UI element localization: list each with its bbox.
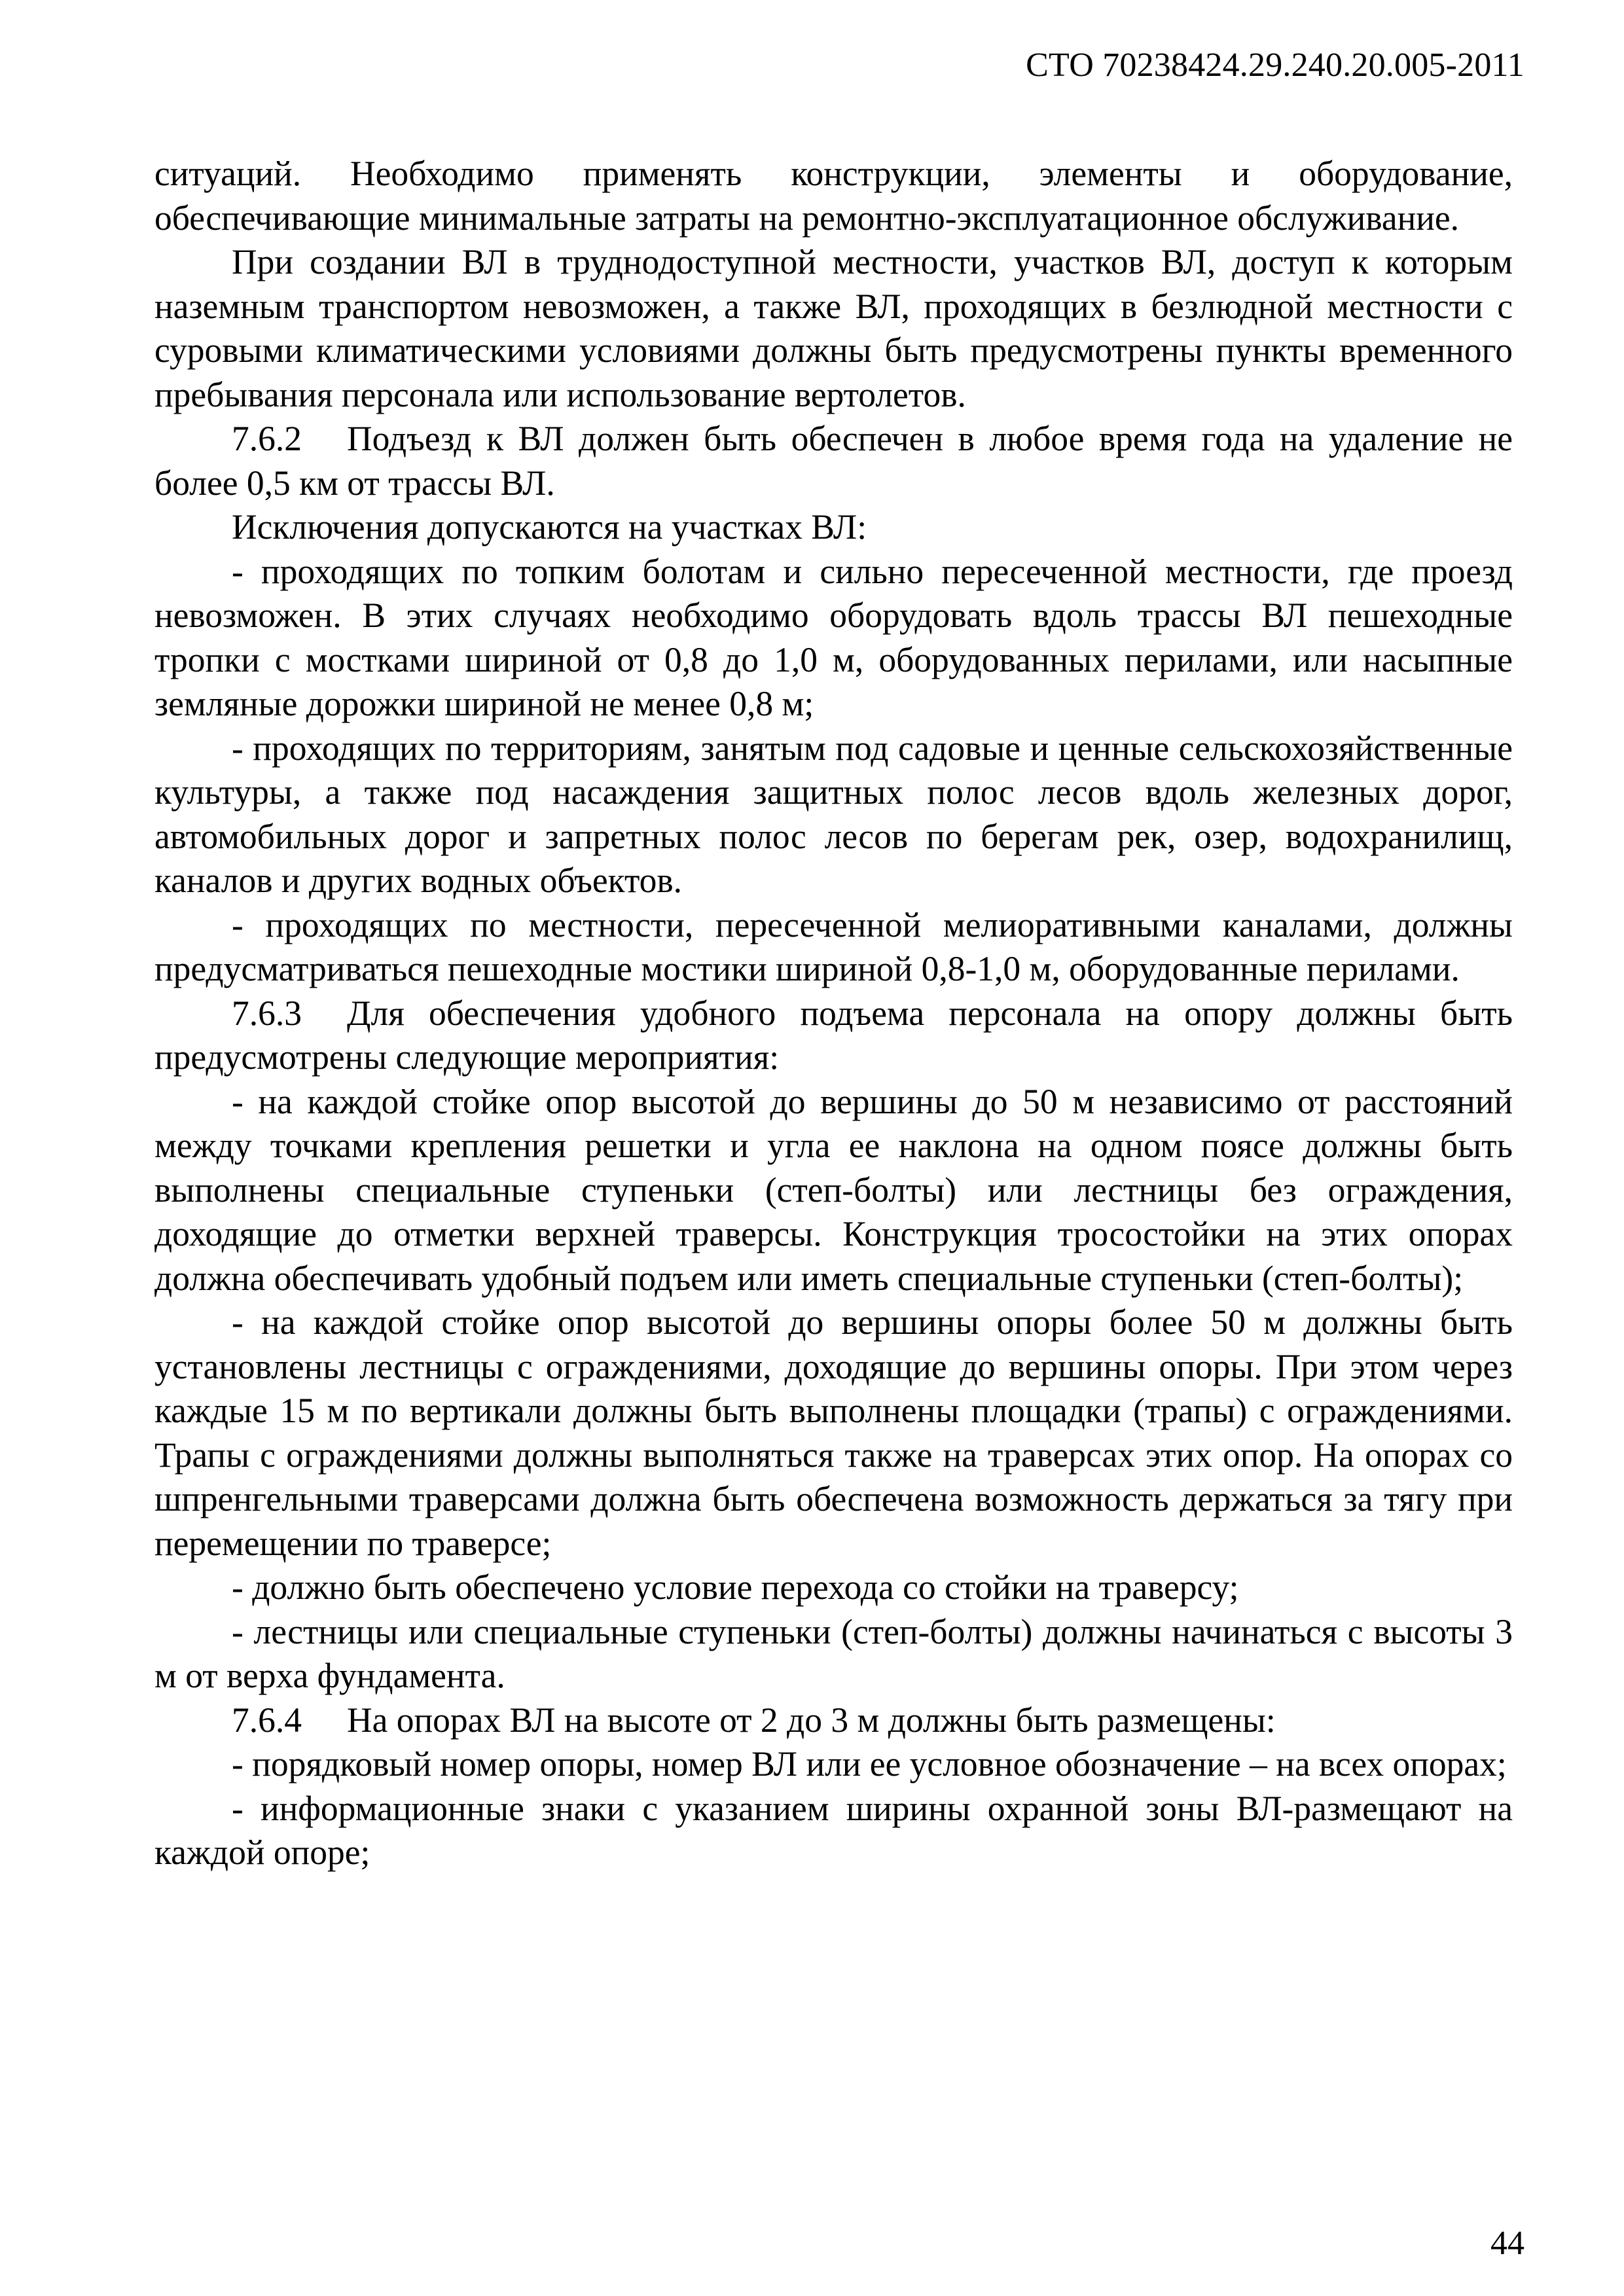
clause-number: 7.6.3 — [232, 993, 302, 1033]
paragraph-text: - порядковый номер опоры, номер ВЛ или ее условное обозначение – на всех опорах; — [232, 1744, 1507, 1784]
paragraph-text: На опорах ВЛ на высоте от 2 до 3 м должны быть размещены: — [347, 1700, 1276, 1740]
list-item — [154, 550, 1513, 726]
paragraph-text: - проходящих по территориям, занятым под садовые и ценные сельскохозяйственные культуры, а также под насаждения защитных полос лесов вдоль железных дорог, автомобильных дорог и запретных полос лесов по берегам рек, озер, водохранилищ, каналов и других водных объектов. — [154, 728, 1513, 900]
list-item — [154, 1300, 1513, 1566]
paragraph-text: - проходящих по топким болотам и сильно пересеченной местности, где проезд невозможен. В этих случаях необходимо оборудовать вдоль трассы ВЛ пешеходные тропки с мостками шириной от 0,8 до 1,0 м, оборудованных перилами, или насыпные земляные дорожки шириной не менее 0,8 м; — [154, 551, 1513, 723]
clause-7-6-3 — [154, 992, 1513, 1080]
clause-number: 7.6.2 — [232, 419, 302, 458]
list-item — [154, 1742, 1513, 1787]
list-item — [154, 903, 1513, 992]
paragraph-text: При создании ВЛ в труднодоступной местности, участков ВЛ, доступ к которым наземным транспортом невозможен, а также ВЛ, проходящих в безлюдной местности с суровыми климатическими условиями должны быть предусмотрены пункты временного пребывания персонала или использование вертолетов. — [154, 242, 1513, 414]
paragraph-exceptions — [154, 505, 1513, 550]
paragraph-remote-areas — [154, 240, 1513, 417]
list-item — [154, 726, 1513, 903]
paragraph-text: Исключения допускаются на участках ВЛ: — [232, 507, 867, 547]
clause-7-6-2 — [154, 417, 1513, 505]
paragraph-text: - на каждой стойке опор высотой до вершины опоры более 50 м должны быть установлены лестницы с ограждениями, доходящие до вершины опоры. При этом через каждые 15 м по вертикали должны быть выполнены площадки (трапы) с ограждениями. Трапы с ограждениями должны выполняться также на траверсах этих опор. На опорах со шпренгельными траверсами должна быть обеспечена возможность держаться за тягу при перемещении по траверсе; — [154, 1302, 1513, 1563]
paragraph-continuation — [154, 152, 1513, 240]
list-item — [154, 1787, 1513, 1875]
paragraph-text: - информационные знаки с указанием ширины охранной зоны ВЛ-размещают на каждой опоре; — [154, 1788, 1513, 1872]
document-code-header: СТО 70238424.29.240.20.005-2011 — [1026, 46, 1525, 84]
paragraph-text: - на каждой стойке опор высотой до вершины до 50 м независимо от расстояний между точками крепления решетки и угла ее наклона на одном поясе должны быть выполнены специальные ступеньки (степ-болты) или лестницы без ограждения, доходящие до отметки верхней траверсы. Конструкция тросостойки на этих опорах должна обеспечивать удобный подъем или иметь специальные ступеньки (степ-болты); — [154, 1081, 1513, 1298]
document-body — [154, 152, 1513, 1875]
paragraph-text: - должно быть обеспечено условие перехода со стойки на траверсу; — [232, 1568, 1239, 1607]
clause-7-6-4 — [154, 1698, 1513, 1743]
paragraph-text: - проходящих по местности, пересеченной мелиоративными каналами, должны предусматриваться пешеходные мостики шириной 0,8-1,0 м, оборудованные перилами. — [154, 905, 1513, 988]
page-number: 44 — [1490, 2225, 1525, 2262]
list-item — [154, 1610, 1513, 1698]
list-item — [154, 1080, 1513, 1301]
list-item — [154, 1566, 1513, 1610]
paragraph-text: - лестницы или специальные ступеньки (степ-болты) должны начинаться с высоты 3 м от верха фундамента. — [154, 1611, 1513, 1695]
paragraph-text: ситуаций. Необходимо применять конструкции, элементы и оборудование, обеспечивающие минимальные затраты на ремонтно-эксплуатационное обслуживание. — [154, 154, 1513, 238]
clause-number: 7.6.4 — [232, 1700, 302, 1740]
paragraph-text: Подъезд к ВЛ должен быть обеспечен в любое время года на удаление не более 0,5 км от трассы ВЛ. — [154, 419, 1513, 503]
paragraph-text: Для обеспечения удобного подъема персонала на опору должны быть предусмотрены следующие мероприятия: — [154, 993, 1513, 1077]
